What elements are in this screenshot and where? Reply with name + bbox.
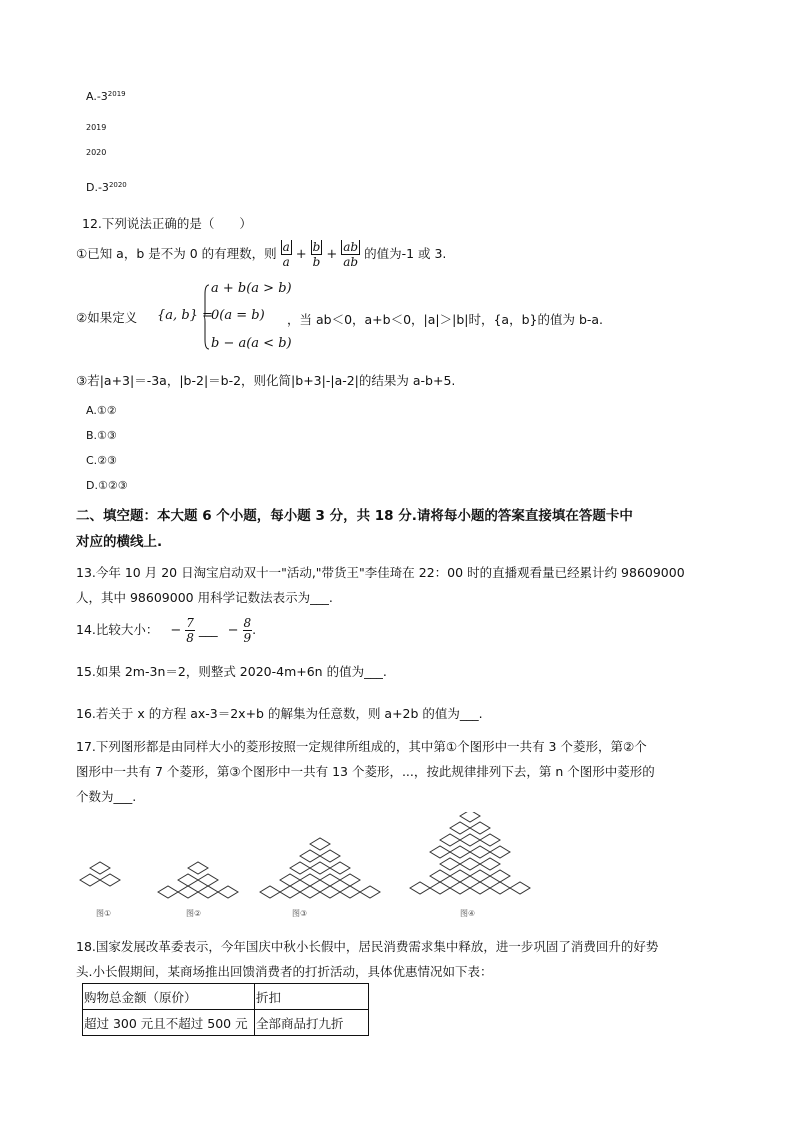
q16: 16.若关于 x 的方程 ax-3＝2x+b 的解集为任意数，则 a+2b 的值为___. bbox=[76, 706, 483, 721]
fraction-8-9: $\frac{8}{9}$ bbox=[243, 616, 252, 645]
frac-abs-a-over-a: $\frac{a}{a}$ bbox=[282, 240, 290, 269]
fraction-7-8: $\frac{7}{8}$ bbox=[186, 616, 194, 645]
rhombus-figures bbox=[72, 812, 542, 912]
q12-statement-3: ③若|a+3|＝-3a，|b-2|＝b-2，则化简|b+3|-|a-2|的结果为 a-b+5. bbox=[76, 373, 456, 388]
q12-s2-prefix: ②如果定义 bbox=[76, 310, 138, 325]
q11-option-d bbox=[86, 181, 127, 194]
table-cell-amount: 超过 300 元且不超过 500 元 bbox=[83, 1010, 255, 1036]
q17-line-3: 个数为___. bbox=[76, 789, 137, 804]
frac-abs-b-over-b: $\frac{b}{b}$ bbox=[312, 240, 321, 269]
q12-s1-suffix: 的值为-1 或 3. bbox=[364, 246, 447, 261]
q11-option-c: 2020 bbox=[86, 148, 107, 157]
q11-option-a-label: A.-3 bbox=[86, 90, 108, 103]
q12-option-a: A.①② bbox=[86, 404, 117, 417]
q11-option-a bbox=[86, 90, 126, 103]
piecewise-case-3: b − a(a < b) bbox=[211, 336, 292, 351]
section-heading-line-1: 二、填空题：本大题 6 个小题，每小题 3 分，共 18 分.请将每小题的答案直接填在答题卡中 bbox=[76, 508, 633, 524]
q13-line-2: 人，其中 98609000 用科学记数法表示为___. bbox=[76, 590, 333, 605]
section-heading-line-2: 对应的横线上. bbox=[76, 534, 163, 550]
q12-s1-prefix: ①已知 a，b 是不为 0 的有理数，则 bbox=[76, 246, 277, 261]
rhombus-figure-4 bbox=[410, 812, 530, 894]
discount-table bbox=[82, 983, 369, 1036]
q17-line-2: 图形中一共有 7 个菱形，第③个图形中一共有 13 个菱形，...，按此规律排列下去，第 n 个图形中菱形的 bbox=[76, 764, 655, 779]
figure-label-4: 图④ bbox=[460, 909, 476, 918]
figure-label-1: 图① bbox=[96, 909, 112, 918]
piecewise-case-2: 0(a = b) bbox=[211, 308, 265, 323]
q12-option-c: C.②③ bbox=[86, 454, 117, 467]
q14-line: 14.比较大小： − $\frac{7}{8}$ ___ − $\frac{8}{9}$ . bbox=[76, 616, 257, 645]
plus-sign: + bbox=[295, 247, 307, 262]
q11-option-a-exponent: 2019 bbox=[107, 90, 126, 98]
q12-option-d: D.①②③ bbox=[86, 479, 128, 492]
table-header-row bbox=[83, 984, 369, 1010]
q13-line-1: 13.今年 10 月 20 日淘宝启动双十一"活动,"带货王"李佳琦在 22：00 时的直播观看量已经累计约 98609000 bbox=[76, 565, 685, 580]
q12-option-b: B.①③ bbox=[86, 429, 117, 442]
rhombus-figure-3 bbox=[260, 838, 380, 898]
table-cell-discount: 全部商品打九折 bbox=[255, 1010, 369, 1036]
definition-lhs: {a, b} = bbox=[157, 308, 213, 323]
table-header-amount: 购物总金额（原价） bbox=[83, 984, 255, 1010]
piecewise-case-1: a + b(a > b) bbox=[211, 281, 292, 296]
q11-option-d-exponent: 2020 bbox=[108, 181, 127, 189]
q15: 15.如果 2m-3n＝2，则整式 2020-4m+6n 的值为___. bbox=[76, 664, 387, 679]
q12-stem: 12.下列说法正确的是（ ） bbox=[82, 216, 252, 231]
piecewise-brace bbox=[204, 284, 210, 350]
q11-option-d-label: D.-3 bbox=[86, 181, 109, 194]
q11-option-b: 2019 bbox=[86, 123, 107, 132]
q14-blank: ___ bbox=[198, 622, 218, 637]
q17-line-1: 17.下列图形都是由同样大小的菱形按照一定规律所组成的，其中第①个图形中一共有 3 个菱形，第②个 bbox=[76, 739, 647, 754]
q18-line-1: 18.国家发展改革委表示，今年国庆中秋小长假中，居民消费需求集中释放，进一步巩固了消费回升的好势 bbox=[76, 939, 659, 954]
figure-label-2: 图② bbox=[186, 909, 202, 918]
figure-label-3: 图③ bbox=[292, 909, 308, 918]
q12-statement-1 bbox=[76, 240, 446, 269]
plus-sign: + bbox=[326, 247, 338, 262]
minus-sign: − bbox=[227, 623, 239, 638]
q12-s2-condition: ，当 ab＜0，a+b＜0，|a|＞|b|时，{a，b}的值为 b-a. bbox=[287, 312, 604, 327]
q14-prefix: 14.比较大小： bbox=[76, 622, 159, 637]
frac-abs-ab-over-ab: $\frac{ab}{ab}$ bbox=[343, 240, 359, 269]
table-header-discount: 折扣 bbox=[255, 984, 369, 1010]
minus-sign: − bbox=[170, 623, 182, 638]
rhombus-figure-2 bbox=[158, 862, 238, 898]
rhombus-figure-1 bbox=[80, 862, 120, 886]
table-row bbox=[83, 1010, 369, 1036]
q18-line-2: 头.小长假期间，某商场推出回馈消费者的打折活动，具体优惠情况如下表： bbox=[76, 964, 493, 979]
